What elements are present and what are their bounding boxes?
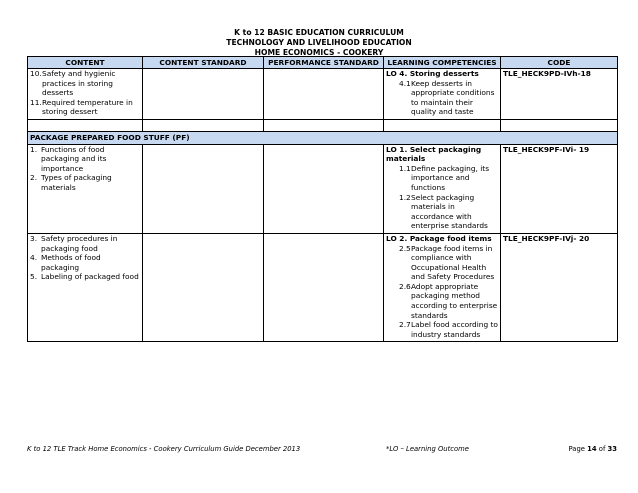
table-row-spacer	[28, 119, 618, 131]
lo-title: LO 1. Select packaging materials	[386, 144, 482, 164]
list-item	[386, 282, 498, 320]
item-number: 2.6	[399, 281, 411, 291]
section-title: PACKAGE PREPARED FOOD STUFF (PF)	[28, 131, 618, 144]
header-line-2: TECHNOLOGY AND LIVELIHOOD EDUCATION	[226, 38, 412, 47]
col-header-code: CODE	[501, 57, 618, 69]
item-text: Select packaging materials in accordance with enterprise standards	[411, 192, 488, 231]
code-cell: TLE_HECK9PD-IVh-18	[501, 69, 618, 120]
table-row	[28, 233, 618, 342]
table-header-row	[28, 57, 618, 69]
item-text: Package food items in compliance with Occupational Health and Safety Procedures	[411, 243, 495, 282]
list-item	[30, 253, 140, 272]
header-line-3: HOME ECONOMICS - COOKERY	[254, 48, 384, 57]
empty-cell	[384, 119, 501, 131]
page-number	[569, 445, 617, 453]
item-text: Safety and hygienic practices in storing desserts	[42, 69, 116, 98]
list-item	[386, 320, 498, 339]
col-header-learning-competencies: LEARNING COMPETENCIES	[384, 57, 501, 69]
section-row	[28, 131, 618, 144]
content-cell	[28, 69, 143, 120]
footer-lo-note: *LO – Learning Outcome	[386, 445, 469, 453]
item-text: Types of packaging materials	[41, 173, 112, 192]
item-number: 10.	[30, 69, 42, 78]
table-row	[28, 69, 618, 120]
content-cell	[28, 144, 143, 233]
item-text: Methods of food packaging	[41, 253, 101, 272]
item-number: 3.	[30, 233, 38, 243]
table-row	[28, 144, 618, 233]
code-cell: TLE_HECK9PF-IVj- 20	[501, 233, 618, 342]
item-text: Label food according to industry standards	[411, 320, 498, 339]
item-text: Keep desserts in appropriate conditions to maintain their quality and taste	[411, 78, 495, 117]
performance-standard-cell	[264, 69, 384, 120]
col-header-content-standard: CONTENT STANDARD	[143, 57, 264, 69]
item-number: 2.7	[399, 320, 411, 330]
list-item	[30, 145, 140, 174]
item-text: Functions of food packaging and its importance	[41, 144, 107, 173]
lo-title: LO 4. Storing desserts	[386, 69, 479, 78]
curriculum-table	[27, 56, 618, 342]
content-standard-cell	[143, 69, 264, 120]
empty-cell	[143, 119, 264, 131]
page-total: 33	[607, 445, 617, 453]
list-item	[30, 69, 140, 98]
empty-cell	[264, 119, 384, 131]
item-number: 11.	[30, 97, 42, 107]
item-number: 1.2	[399, 192, 411, 202]
competencies-cell	[384, 69, 501, 120]
page-current: 14	[587, 445, 597, 453]
list-item	[30, 173, 140, 192]
item-text: Define packaging, its importance and functions	[411, 163, 490, 192]
list-item	[30, 272, 140, 282]
item-number: 1.1	[399, 163, 411, 173]
item-text: Required temperature in storing dessert	[42, 97, 133, 117]
list-item	[386, 244, 498, 282]
item-text: Labeling of packaged food	[41, 272, 139, 282]
item-number: 4.1	[399, 78, 411, 88]
content-cell	[28, 233, 143, 342]
content-standard-cell	[143, 144, 264, 233]
col-header-performance-standard: PERFORMANCE STANDARD	[264, 57, 384, 69]
header-line-1: K to 12 BASIC EDUCATION CURRICULUM	[234, 28, 404, 37]
item-number: 1.	[30, 144, 38, 154]
lo-title: LO 2. Package food items	[386, 233, 492, 243]
performance-standard-cell	[264, 233, 384, 342]
item-number: 2.5	[399, 243, 411, 253]
item-number: 4.	[30, 253, 38, 263]
code-cell: TLE_HECK9PF-IVi- 19	[501, 144, 618, 233]
performance-standard-cell	[264, 144, 384, 233]
empty-cell	[28, 119, 143, 131]
item-number: 2.	[30, 173, 38, 183]
list-item	[386, 79, 498, 117]
empty-cell	[501, 119, 618, 131]
list-item	[386, 164, 498, 193]
list-item	[386, 193, 498, 231]
competencies-cell	[384, 144, 501, 233]
competencies-cell	[384, 233, 501, 342]
list-item	[30, 234, 140, 253]
document-header	[0, 28, 638, 58]
content-standard-cell	[143, 233, 264, 342]
footer-guide-title: K to 12 TLE Track Home Economics - Cookery Curriculum Guide December 2013	[27, 445, 301, 453]
page-label: Page	[568, 445, 585, 453]
item-text: Adopt appropriate packaging method according to enterprise standards	[411, 281, 498, 320]
item-number: 5.	[30, 272, 38, 282]
page-of-label: of	[598, 445, 606, 453]
page-footer	[27, 445, 617, 457]
col-header-content: CONTENT	[28, 57, 143, 69]
item-text: Safety procedures in packaging food	[41, 233, 118, 253]
list-item	[30, 98, 140, 117]
